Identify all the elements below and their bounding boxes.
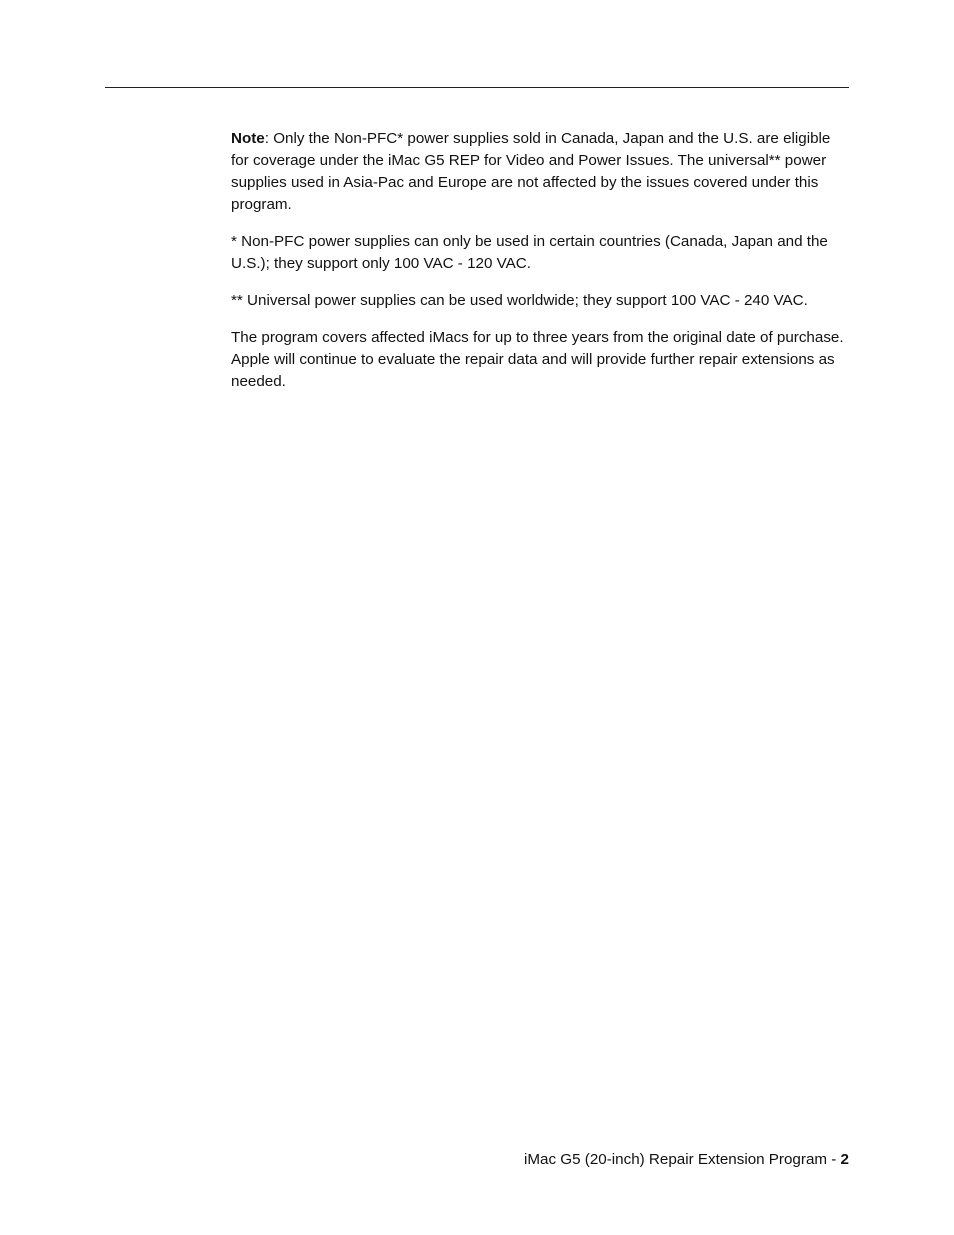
footnote-universal: ** Universal power supplies can be used worldwide; they support 100 VAC - 240 VAC. — [231, 292, 808, 309]
document-body — [231, 128, 849, 408]
page-number: 2 — [840, 1151, 849, 1168]
page-footer — [524, 1149, 849, 1171]
note-paragraph — [231, 128, 849, 216]
footer-title: iMac G5 (20-inch) Repair Extension Program - — [524, 1151, 841, 1168]
note-label: Note — [231, 130, 265, 147]
coverage-paragraph: The program covers affected iMacs for up to three years from the original date of purchase. Apple will continue to evaluate the repair data and will provide further repair extensions as needed. — [231, 329, 844, 390]
header-rule — [105, 87, 849, 88]
note-text: : Only the Non-PFC* power supplies sold in Canada, Japan and the U.S. are eligible for coverage under the iMac G5 REP for Video and Power Issues. The universal** power supplies used in Asia-Pac and Europe are not affected by the issues covered under this program. — [231, 130, 831, 213]
footnote-non-pfc: * Non-PFC power supplies can only be used in certain countries (Canada, Japan and the U.S.); they support only 100 VAC - 120 VAC. — [231, 233, 828, 272]
